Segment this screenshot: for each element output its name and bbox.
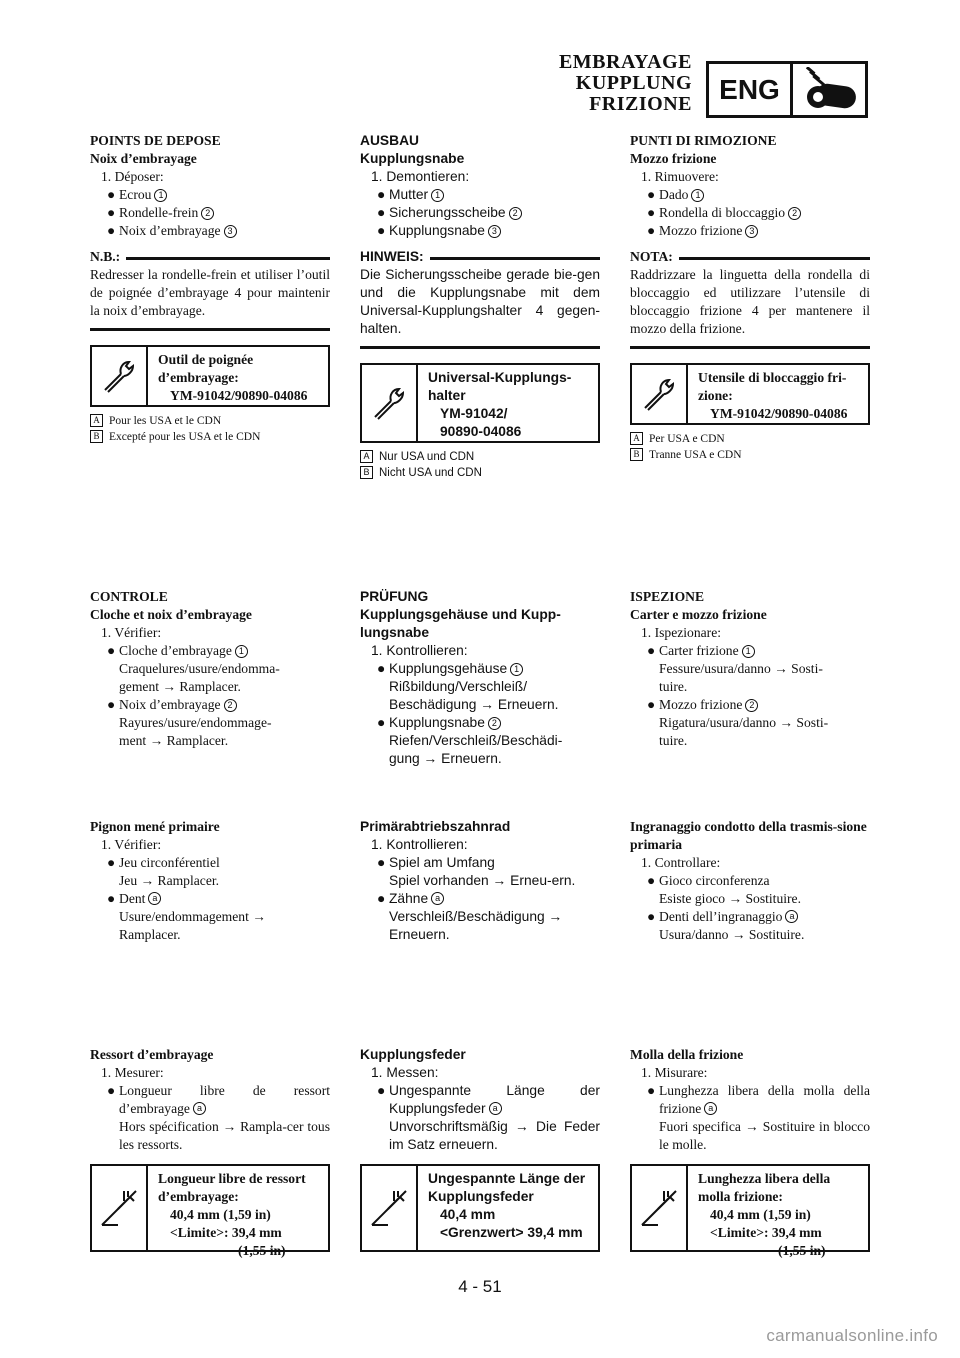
list-item: ● Mozzo frizione 3 xyxy=(630,222,870,240)
title-de: KUPPLUNG xyxy=(575,72,692,94)
divider xyxy=(630,346,870,349)
list-item: ● Noix d’embrayage 2 xyxy=(90,696,330,714)
de-inspect-section xyxy=(360,588,600,768)
it-inspect-section xyxy=(630,588,870,750)
list-detail: tuire. xyxy=(659,733,688,748)
list-detail: Rißbildung/Verschleiß/ xyxy=(389,679,528,694)
list-detail: Craquelures/usure/endomma- xyxy=(119,661,280,676)
de-inspect-title: PRÜFUNG xyxy=(360,589,429,604)
list-detail: Fuori specifica → Sostituire in blocco le molle. xyxy=(659,1119,870,1152)
de-spec-box: Ungespannte Länge der Kupplungsfeder 40,4 mm <Grenzwert> 39,4 mm xyxy=(360,1164,600,1252)
list-item: ● Cloche d’embrayage 1 xyxy=(90,642,330,660)
it-gear-step: 1. Controllare: xyxy=(641,855,721,870)
list-detail: gung → Erneuern. xyxy=(389,751,502,766)
fr-note-text: Redresser la rondelle-frein et utiliser l’outil de poignée d’embrayage 4 pour maintenir la noix d’embrayage. xyxy=(90,267,330,318)
list-item: ● Gioco circonferenza xyxy=(647,873,770,888)
caliper-icon xyxy=(92,1166,148,1250)
list-item: ● Dado 1 xyxy=(630,186,870,204)
list-item: ● Zähne a xyxy=(360,890,600,908)
fr-gear-step: 1. Vérifier: xyxy=(101,837,162,852)
it-spring-section xyxy=(630,1046,870,1258)
de-spring-step: 1. Messen: xyxy=(371,1065,439,1080)
wrench-icon xyxy=(362,365,418,441)
list-detail: Rayures/usure/endommage- xyxy=(119,715,272,730)
list-detail: Fessure/usura/danno → Sosti- xyxy=(659,661,823,676)
list-item: ● Longueur libre de ressort d’embrayage a xyxy=(107,1083,330,1116)
it-inspect-sub: Carter e mozzo frizione xyxy=(630,607,767,622)
list-detail: Rigatura/usura/danno → Sosti- xyxy=(659,715,829,730)
list-item: ● Sicherungsscheibe 2 xyxy=(360,204,600,222)
fr-removal-step: 1. Déposer: xyxy=(101,169,164,184)
wrench-icon xyxy=(632,365,688,423)
list-item: ● Carter frizione 1 xyxy=(630,642,870,660)
fr-gear-title: Pignon mené primaire xyxy=(90,819,220,834)
list-item: ● Jeu circonférentiel xyxy=(107,855,220,870)
watermark: carmanualsonline.info xyxy=(766,1326,938,1345)
it-tool-box: Utensile di bloccaggio fri- zione: YM-91042/90890-04086 xyxy=(630,363,870,425)
page-number: 4 - 51 xyxy=(458,1277,502,1296)
fr-inspect-sub: Cloche et noix d’embrayage xyxy=(90,607,252,622)
list-detail: Spiel vorhanden → Erneu-ern. xyxy=(389,873,576,888)
de-note-text: Die Sicherungsscheibe gerade bie-gen und die Kupplungsnabe mit dem Universal-Kupplungshalter 4 gegen-halten. xyxy=(360,267,600,336)
de-spring-title: Kupplungsfeder xyxy=(360,1047,466,1062)
fr-removal-sub: Noix d’embrayage xyxy=(90,151,197,166)
list-item: ● Kupplungsgehäuse 1 xyxy=(360,660,600,678)
list-detail: Hors spécification → Rampla-cer tous les ressorts. xyxy=(119,1119,330,1152)
fr-spring-section xyxy=(90,1046,330,1258)
list-item: ● Rondelle-frein 2 xyxy=(90,204,330,222)
it-region-notes: A Per USA e CDN B Tranne USA e CDN xyxy=(630,431,870,463)
engine-icon xyxy=(793,64,865,115)
it-removal-sub: Mozzo frizione xyxy=(630,151,717,166)
it-spec-box: Lunghezza libera della molla frizione: 40,4 mm (1,59 in) <Limite>: 39,4 mm (1,55 in) xyxy=(630,1164,870,1252)
list-item: ● Kupplungsnabe 3 xyxy=(360,222,600,240)
list-item: ● Mutter 1 xyxy=(360,186,600,204)
it-removal-title: PUNTI DI RIMOZIONE xyxy=(630,133,777,148)
caliper-icon xyxy=(632,1166,688,1250)
de-inspect-sub: Kupplungsgehäuse und Kupp-lungsnabe xyxy=(360,607,561,640)
list-detail: Usure/endommagement → xyxy=(119,909,266,924)
it-gear-title: Ingranaggio condotto della trasmis-sione primaria xyxy=(630,819,867,852)
list-detail: Riefen/Verschleiß/Beschädi- xyxy=(389,733,563,748)
de-gear-step: 1. Kontrollieren: xyxy=(371,837,468,852)
list-item: ● Noix d’embrayage 3 xyxy=(90,222,330,240)
de-inspect-step: 1. Kontrollieren: xyxy=(371,643,468,658)
list-detail: Usura/danno → Sostituire. xyxy=(659,927,805,942)
title-fr: EMBRAYAGE xyxy=(558,51,692,73)
eng-label: ENG xyxy=(709,64,793,115)
de-removal-sub: Kupplungsnabe xyxy=(360,151,465,166)
list-detail: Ramplacer. xyxy=(119,927,181,942)
engine-badge xyxy=(706,61,868,118)
list-item: ● Mozzo frizione 2 xyxy=(630,696,870,714)
title-it: FRIZIONE xyxy=(589,93,692,115)
list-item: ● Lunghezza libera della molla della frizione a xyxy=(647,1083,870,1116)
list-item: ● Ecrou 1 xyxy=(90,186,330,204)
it-note-text: Raddrizzare la linguetta della rondella di bloccaggio ed utilizzare l’utensile di bloccaggio frizione 4 per mantenere il mozzo della frizione. xyxy=(630,267,870,336)
list-detail: gement → Ramplacer. xyxy=(119,679,241,694)
de-region-notes: A Nur USA und CDN B Nicht USA und CDN xyxy=(360,449,600,481)
de-removal-step: 1. Demontieren: xyxy=(371,169,470,184)
divider xyxy=(90,328,330,331)
it-removal-section xyxy=(630,132,870,463)
list-detail: Erneuern. xyxy=(389,927,450,942)
list-detail: Unvorschriftsmäßig → Die Feder im Satz erneuern. xyxy=(389,1119,600,1152)
it-inspect-title: ISPEZIONE xyxy=(630,589,705,604)
list-item: ● Ungespannte Länge der Kupplungsfeder a xyxy=(377,1083,600,1116)
list-item: ● Dent a xyxy=(90,890,330,908)
list-item: ● Rondella di bloccaggio 2 xyxy=(630,204,870,222)
de-tool-box: Universal-Kupplungs- halter YM-91042/ 90890-04086 xyxy=(360,363,600,443)
it-gear-section xyxy=(630,818,870,944)
fr-note-header: N.B.: xyxy=(90,248,330,266)
list-detail: tuire. xyxy=(659,679,688,694)
de-gear-section xyxy=(360,818,600,944)
fr-spec-box: Longueur libre de ressort d’embrayage: 40,4 mm (1,59 in) <Limite>: 39,4 mm (1,55 in) xyxy=(90,1164,330,1252)
de-removal-section xyxy=(360,132,600,481)
it-inspect-step: 1. Ispezionare: xyxy=(641,625,722,640)
fr-removal-title: POINTS DE DEPOSE xyxy=(90,133,221,148)
de-gear-title: Primärabtriebszahnrad xyxy=(360,819,511,834)
list-detail: Beschädigung → Erneuern. xyxy=(389,697,559,712)
fr-inspect-step: 1. Vérifier: xyxy=(101,625,162,640)
divider xyxy=(360,346,600,349)
fr-removal-section xyxy=(90,132,330,445)
list-detail: ment → Ramplacer. xyxy=(119,733,229,748)
fr-gear-section xyxy=(90,818,330,944)
fr-tool-box: Outil de poignée d’embrayage: YM-91042/90890-04086 xyxy=(90,345,330,407)
it-note-header: NOTA: xyxy=(630,248,870,266)
de-removal-title: AUSBAU xyxy=(360,133,420,148)
fr-region-notes: A Pour les USA et le CDN B Excepté pour les USA et le CDN xyxy=(90,413,330,445)
list-item: ● Denti dell’ingranaggio a xyxy=(630,908,870,926)
list-item: ● Spiel am Umfang xyxy=(377,855,495,870)
fr-spring-step: 1. Mesurer: xyxy=(101,1065,164,1080)
fr-inspect-title: CONTROLE xyxy=(90,589,168,604)
list-detail: Jeu → Ramplacer. xyxy=(119,873,220,888)
caliper-icon xyxy=(362,1166,418,1250)
list-detail: Verschleiß/Beschädigung → xyxy=(389,909,563,924)
fr-inspect-section xyxy=(90,588,330,750)
section-titles xyxy=(559,52,692,115)
list-detail: Esiste gioco → Sostituire. xyxy=(659,891,801,906)
it-spring-step: 1. Misurare: xyxy=(641,1065,708,1080)
it-spring-title: Molla della frizione xyxy=(630,1047,744,1062)
it-removal-step: 1. Rimuovere: xyxy=(641,169,719,184)
wrench-icon xyxy=(92,347,148,405)
de-spring-section xyxy=(360,1046,600,1252)
fr-spring-title: Ressort d’embrayage xyxy=(90,1047,214,1062)
de-note-header: HINWEIS: xyxy=(360,248,600,266)
list-item: ● Kupplungsnabe 2 xyxy=(360,714,600,732)
